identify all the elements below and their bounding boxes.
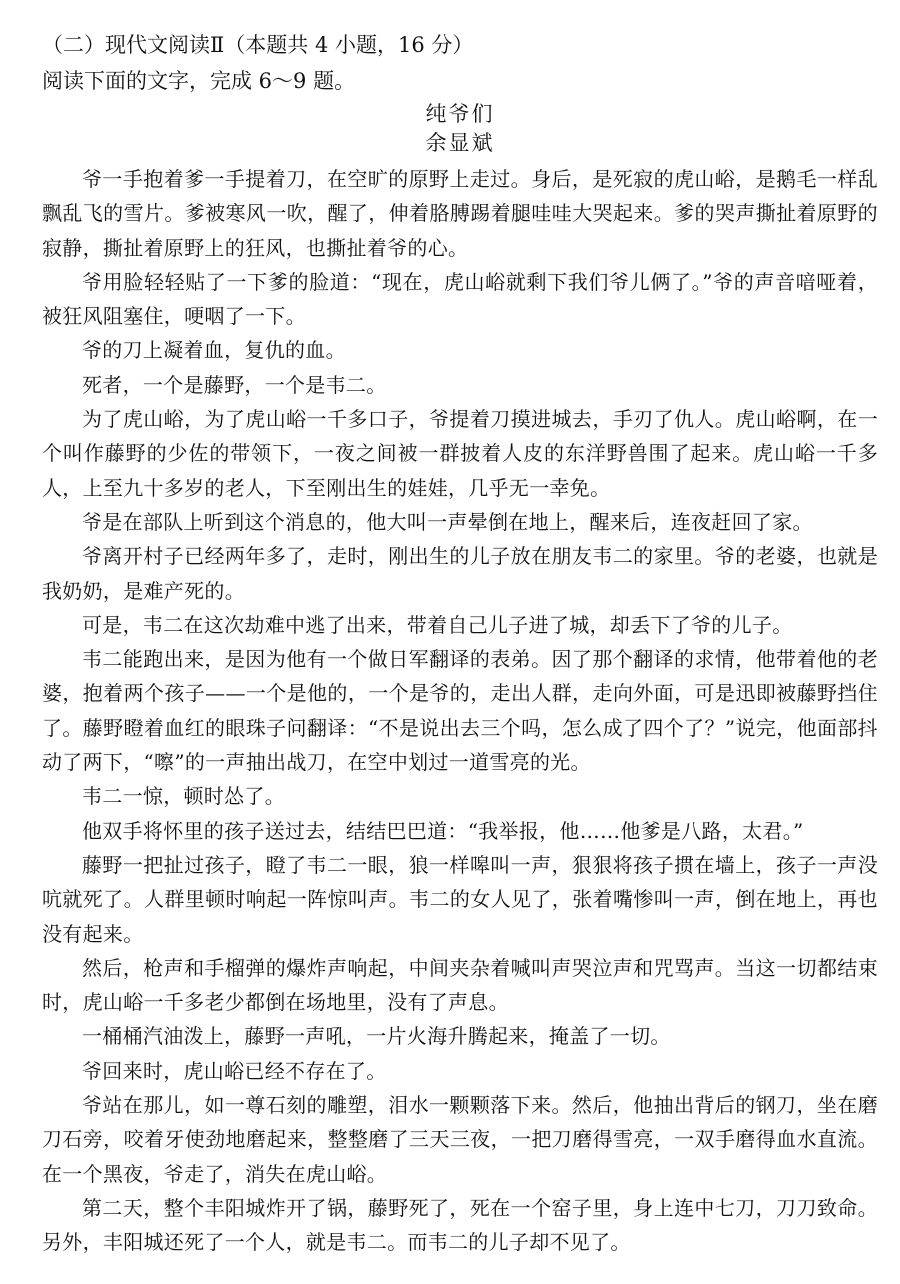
paragraph: 韦二能跑出来，是因为他有一个做日军翻译的表弟。因了那个翻译的求情，他带着他的老婆，抱着两个孩子——一个是他的，一个是爷的，走出人群，走向外面，可是迅即被藤野挡住了。藤野瞪着血红的眼珠子问翻译：“不是说出去三个吗，怎么成了四个了？”说完，他面部抖动了两下，“嚓”的一声抽出战刀，在空中划过一道雪亮的光。 [42, 647, 878, 775]
paragraph: 他双手将怀里的孩子送过去，结结巴巴道：“我举报，他……他爹是八路，太君。” [82, 818, 804, 843]
paragraph: 一桶桶汽油泼上，藤野一声吼，一片火海升腾起来，掩盖了一切。 [82, 1024, 671, 1049]
paragraph: 爷用脸轻轻贴了一下爹的脸道：“现在，虎山峪就剩下我们爷儿俩了。”爷的声音喑哑着，被狂风阻塞住，哽咽了一下。 [42, 269, 878, 329]
paragraph: 爷站在那儿，如一尊石刻的雕塑，泪水一颗颗落下来。然后，他抽出背后的钢刀，坐在磨刀石旁，咬着牙使劲地磨起来，整整磨了三天三夜，一把刀磨得雪亮，一双手磨得血水直流。在一个黑夜，爷走了，消失在虎山峪。 [42, 1093, 878, 1186]
paragraph: 然后，枪声和手榴弹的爆炸声响起，中间夹杂着喊叫声哭泣声和咒骂声。当这一切都结束时，虎山峪一千多老少都倒在场地里，没有了声息。 [42, 955, 878, 1015]
exam-page [42, 30, 878, 1260]
story-title: 纯爷们 [425, 102, 495, 126]
story-body [42, 162, 878, 1260]
paragraph: 韦二一惊，顿时怂了。 [82, 784, 285, 809]
paragraph: 藤野一把扯过孩子，瞪了韦二一眼，狼一样嗥叫一声，狠狠将孩子掼在墙上，孩子一声没吭就死了。人群里顿时响起一阵惊叫声。韦二的女人见了，张着嘴惨叫一声，倒在地上，再也没有起来。 [42, 852, 878, 946]
paragraph: 爷的刀上凝着血，复仇的血。 [82, 338, 346, 363]
paragraph: 爷回来时，虎山峪已经不存在了。 [82, 1058, 387, 1083]
section-title: （二）现代文阅读Ⅱ（本题共 4 小题，16 分） [42, 33, 474, 57]
story-author: 余显斌 [425, 131, 495, 155]
paragraph: 可是，韦二在这次劫难中逃了出来，带着自己儿子进了城，却丢下了爷的儿子。 [82, 612, 793, 637]
paragraph: 死者，一个是藤野，一个是韦二。 [82, 372, 387, 397]
reading-instruction: 阅读下面的文字，完成 6～9 题。 [42, 69, 356, 93]
paragraph: 第二天，整个丰阳城炸开了锅，藤野死了，死在一个窑子里，身上连中七刀，刀刀致命。另外，丰阳城还死了一个人，就是韦二。而韦二的儿子却不见了。 [42, 1195, 878, 1255]
paragraph: 爷是在部队上听到这个消息的，他大叫一声晕倒在地上，醒来后，连夜赶回了家。 [82, 509, 813, 534]
paragraph: 爷一手抱着爹一手提着刀，在空旷的原野上走过。身后，是死寂的虎山峪，是鹅毛一样乱飘乱飞的雪片。爹被寒风一吹，醒了，伸着胳膊踢着腿哇哇大哭起来。爹的哭声撕扯着原野的寂静，撕扯着原野上的狂风，也撕扯着爷的心。 [42, 167, 878, 260]
paragraph: 爷离开村子已经两年多了，走时，刚出生的儿子放在朋友韦二的家里。爷的老婆，也就是我奶奶，是难产死的。 [42, 544, 878, 603]
paragraph: 为了虎山峪，为了虎山峪一千多口子，爷提着刀摸进城去，手刃了仇人。虎山峪啊，在一个叫作藤野的少佐的带领下，一夜之间被一群披着人皮的东洋野兽围了起来。虎山峪一千多人，上至九十多岁的老人，下至刚出生的娃娃，几乎无一幸免。 [42, 407, 878, 500]
